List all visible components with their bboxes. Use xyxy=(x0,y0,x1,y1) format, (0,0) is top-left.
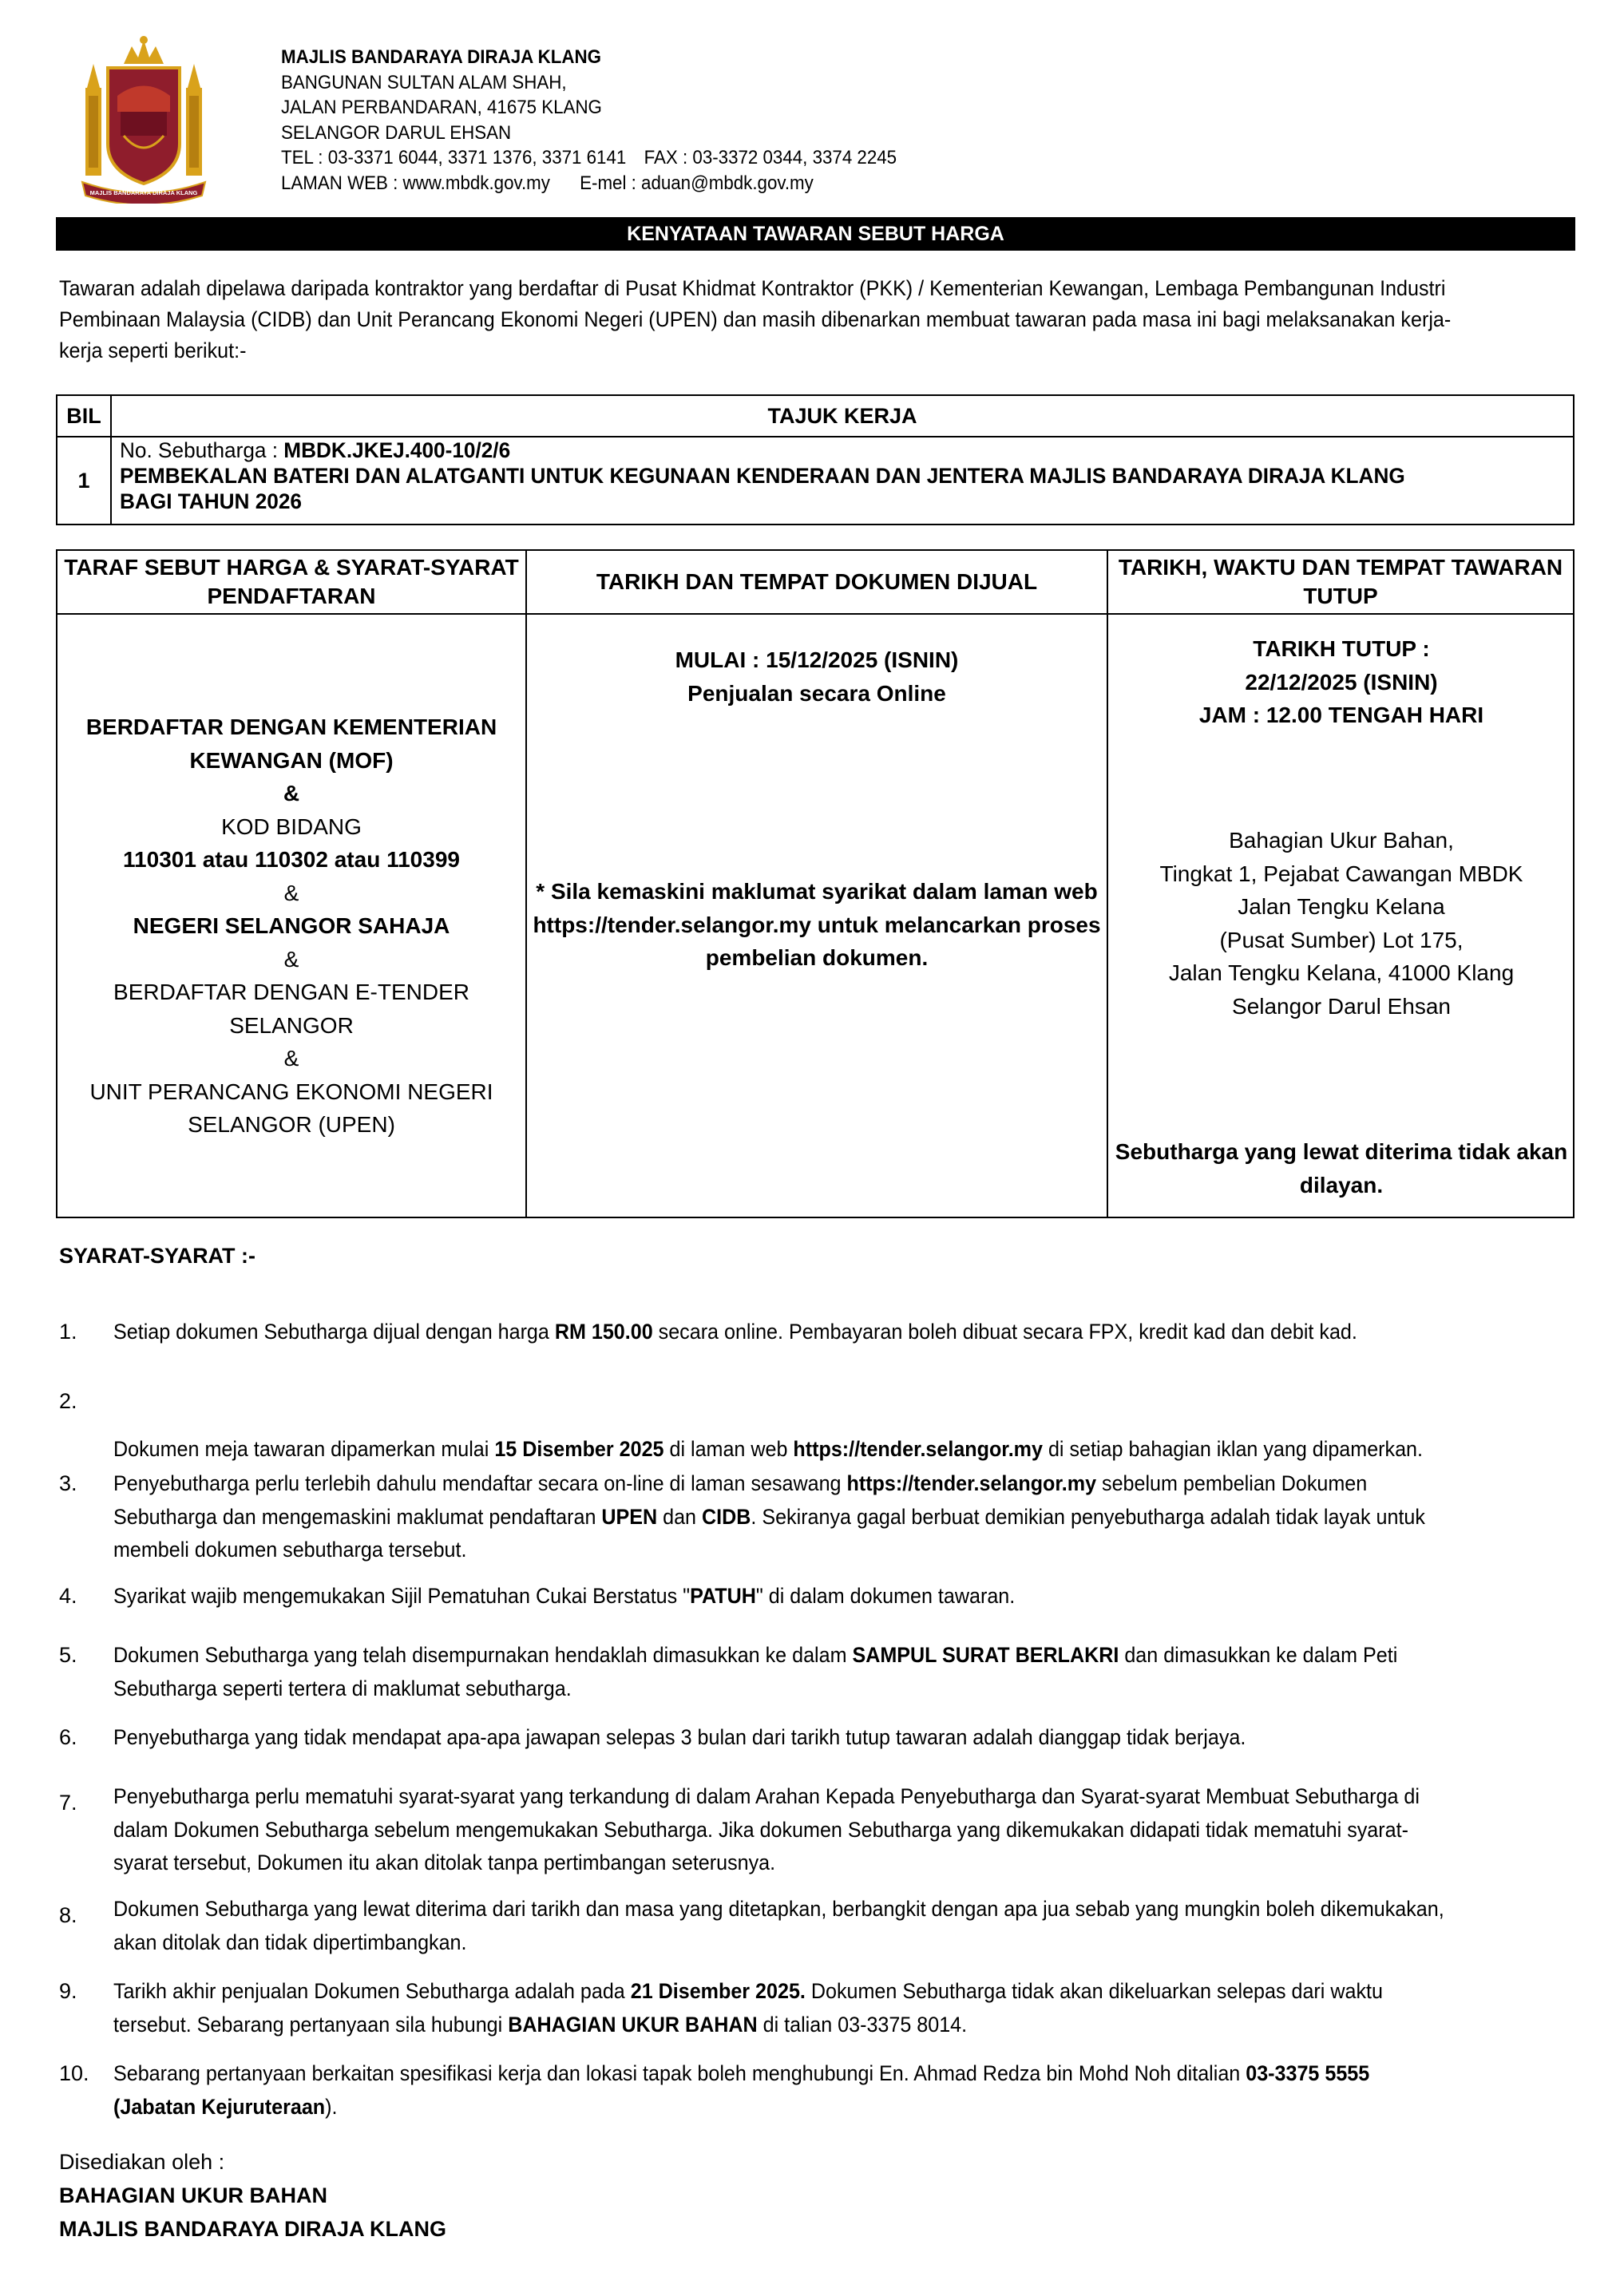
registration-requirements: BERDAFTAR DENGAN KEMENTERIAN KEWANGAN (MOF) & KOD BIDANG 110301 atau 110302 atau 110399 & NEGERI SELANGOR SAHAJA & BERDAFTAR DENGAN E-TENDER SELANGOR & UNIT PERANCANG EKONOMI NEGERI SELANGOR (UPEN) xyxy=(85,715,497,1137)
closing-address: Bahagian Ukur Bahan, Tingkat 1, Pejabat Cawangan MBDK Jalan Tengku Kelana (Pusat Sumber) Lot 175, Jalan Tengku Kelana, 41000 Klang Selangor Darul Ehsan xyxy=(1159,828,1523,1019)
column-header-registration: TARAF SEBUT HARGA & SYARAT-SYARAT PENDAFTARAN xyxy=(64,555,519,608)
row-number: 1 xyxy=(77,468,90,493)
condition-text: Penyebutharga perlu terlebih dahulu mendaftar secara on-line di laman sesawang https://tender.selangor.my sebelum pembelian Dokumen Sebutharga dan mengemaskini maklumat pendaftaran UPEN dan CIDB. Sekiranya gagal berbuat demikian penyebutharga adalah tidak layak untuk membeli dokumen sebutharga tersebut. xyxy=(113,1471,1425,1562)
condition-number: 6. xyxy=(59,1725,77,1749)
condition-text: Dokumen Sebutharga yang telah disempurnakan hendaklah dimasukkan ke dalam SAMPUL SURAT BERLAKRI dan dimasukkan ke dalam Peti Sebutharga seperti tertera di maklumat sebutharga. xyxy=(113,1643,1398,1700)
sale-start: MULAI : 15/12/2025 (ISNIN) Penjualan secara Online xyxy=(675,647,959,706)
condition-number: 8. xyxy=(59,1903,77,1927)
work-title-line: PEMBEKALAN BATERI DAN ALATGANTI UNTUK KEGUNAAN KENDERAAN DAN JENTERA MAJLIS BANDARAYA DIRAJA KLANG xyxy=(120,464,1405,488)
conditions-heading: SYARAT-SYARAT :- xyxy=(59,1244,256,1268)
condition-text: Dokumen Sebutharga yang lewat diterima dari tarikh dan masa yang ditetapkan, berbangkit dengan apa jua sebab yang mungkin boleh dikemukakan, akan ditolak dan tidak dipertimbangkan. xyxy=(113,1897,1444,1954)
late-submission-note: Sebutharga yang lewat diterima tidak akan dilayan. xyxy=(1115,1139,1568,1197)
condition-text: Penyebutharga yang tidak mendapat apa-apa jawapan selepas 3 bulan dari tarikh tutup tawaran adalah dianggap tidak berjaya. xyxy=(113,1725,1246,1749)
online-note: * Sila kemaskini maklumat syarikat dalam laman web https://tender.selangor.my untuk melancarkan proses pembelian dokumen. xyxy=(533,879,1101,970)
address-line-2: JALAN PERBANDARAN, 41675 KLANG xyxy=(281,97,602,118)
closing-datetime: TARIKH TUTUP : 22/12/2025 (ISNIN) JAM : 12.00 TENGAH HARI xyxy=(1198,636,1484,727)
work-title-line: BAGI TAHUN 2026 xyxy=(120,489,303,513)
condition-number: 7. xyxy=(59,1791,77,1815)
ref-label: No. Sebutharga : xyxy=(120,438,284,462)
condition-number: 5. xyxy=(59,1643,77,1667)
intro-paragraph xyxy=(59,273,1470,366)
prepared-dept: BAHAGIAN UKUR BAHAN xyxy=(59,2183,327,2207)
column-header-sale-date-place: TARIKH DAN TEMPAT DOKUMEN DIJUAL xyxy=(596,569,1038,594)
column-header-bil: BIL xyxy=(66,404,101,428)
crest-banner-text: MAJLIS BANDARAYA DIRAJA KLANG xyxy=(89,189,198,196)
condition-text: Syarikat wajib mengemukakan Sijil Pematuhan Cukai Berstatus "PATUH" di dalam dokumen tawaran. xyxy=(113,1584,1016,1608)
condition-text: Dokumen meja tawaran dipamerkan mulai 15 Disember 2025 di laman web https://tender.selangor.my di setiap bahagian iklan yang dipamerkan. xyxy=(113,1437,1423,1461)
condition-number: 4. xyxy=(59,1584,77,1608)
work-title-table xyxy=(56,394,1574,525)
intro-line: kerja seperti berikut:- xyxy=(59,338,247,362)
work-title-cell xyxy=(120,437,1405,514)
email: E-mel : aduan@mbdk.gov.my xyxy=(580,172,814,194)
mbdk-crest-logo xyxy=(76,32,212,204)
condition-number: 3. xyxy=(59,1471,77,1495)
prepared-org: MAJLIS BANDARAYA DIRAJA KLANG xyxy=(59,2217,447,2241)
org-name: MAJLIS BANDARAYA DIRAJA KLANG xyxy=(281,46,601,68)
tel-numbers: TEL : 03-3371 6044, 3371 1376, 3371 6141 xyxy=(281,147,627,168)
condition-text: Tarikh akhir penjualan Dokumen Sebutharga adalah pada 21 Disember 2025. Dokumen Sebutharga tidak akan dikeluarkan selepas dari waktu tersebut. Sebarang pertanyaan sila hubungi BAHAGIAN UKUR BAHAN di talian 03-3375 8014. xyxy=(113,1979,1383,2037)
notice-title-bar: KENYATAAN TAWARAN SEBUT HARGA xyxy=(56,217,1575,251)
address-line-1: BANGUNAN SULTAN ALAM SHAH, xyxy=(281,71,567,93)
fax-numbers: FAX : 03-3372 0344, 3374 2245 xyxy=(644,147,897,168)
prepared-label: Disediakan oleh : xyxy=(59,2150,225,2174)
prepared-by xyxy=(59,2145,446,2246)
letterhead xyxy=(281,45,897,196)
condition-number: 1. xyxy=(59,1320,77,1344)
tender-details-table xyxy=(56,549,1574,1218)
condition-text: Penyebutharga perlu mematuhi syarat-syarat yang terkandung di dalam Arahan Kepada Penyebutharga dan Syarat-syarat Membuat Sebutharga di dalam Dokumen Sebutharga sebelum mengemukakan Sebutharga. Jika dokumen Sebutharga yang dikemukakan didapati tidak mematuhi syarat- syarat tersebut, Dokumen itu akan ditolak tanpa pertimbangan seterusnya. xyxy=(113,1784,1420,1874)
column-header-tajuk-kerja: TAJUK KERJA xyxy=(767,404,917,428)
condition-number: 9. xyxy=(59,1979,77,2003)
condition-text: Sebarang pertanyaan berkaitan spesifikasi kerja dan lokasi tapak boleh menghubungi En. Ahmad Redza bin Mohd Noh ditalian 03-3375 5555 (Jabatan Kejuruteraan). xyxy=(113,2061,1370,2119)
column-header-closing: TARIKH, WAKTU DAN TEMPAT TAWARAN TUTUP xyxy=(1118,555,1563,608)
condition-number: 10. xyxy=(59,2061,89,2085)
website: LAMAN WEB : www.mbdk.gov.my xyxy=(281,172,550,194)
intro-line: Pembinaan Malaysia (CIDB) dan Unit Perancang Ekonomi Negeri (UPEN) dan masih dibenarkan membuat tawaran pada masa ini bagi melaksanakan kerja- xyxy=(59,307,1452,331)
intro-line: Tawaran adalah dipelawa daripada kontraktor yang berdaftar di Pusat Khidmat Kontraktor (PKK) / Kementerian Kewangan, Lembaga Pembangunan Industri xyxy=(59,276,1446,300)
condition-text: Setiap dokumen Sebutharga dijual dengan harga RM 150.00 secara online. Pembayaran boleh dibuat secara FPX, kredit kad dan debit kad. xyxy=(113,1320,1357,1344)
condition-number: 2. xyxy=(59,1389,77,1413)
address-line-3: SELANGOR DARUL EHSAN xyxy=(281,121,512,144)
ref-number: MBDK.JKEJ.400-10/2/6 xyxy=(283,438,511,462)
